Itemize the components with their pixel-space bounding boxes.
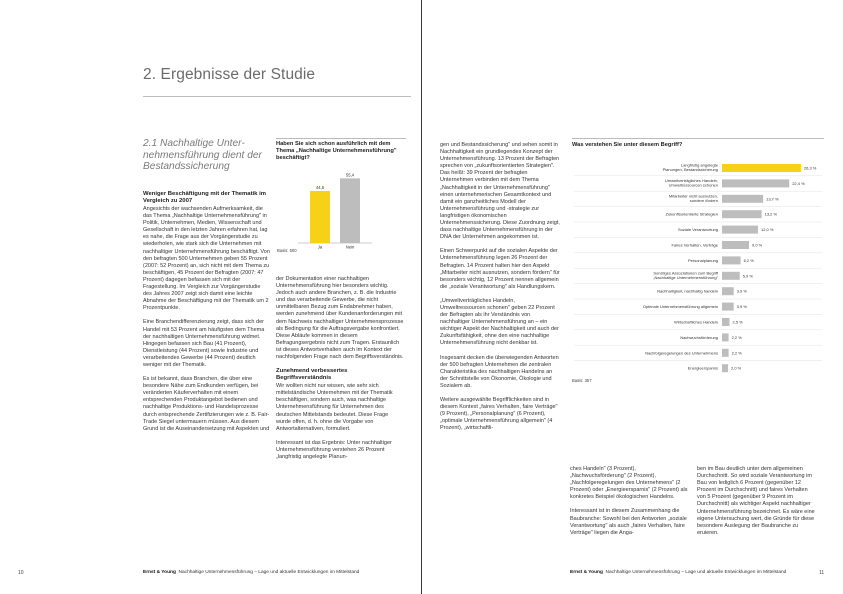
horizontal-bar-chart: [570, 158, 826, 376]
text-column-5: [697, 466, 817, 544]
chart-bar: [722, 333, 729, 341]
chart-bar: [722, 287, 734, 295]
chart-bar: [722, 256, 741, 264]
category-label: Nachwuchsförderung: [680, 334, 718, 340]
column-heading: Weniger Beschäftigung mit der Thematik im Vergleich zu 2007: [143, 191, 266, 204]
paragraph: gen und Bestandssicherung" und sehen somit in Nachhaltigkeit ein grundlegendes Konzept der Unternehmensführung. 13 Prozent der Befragten sprechen von „zukunftsorientierten Strategien". Das heißt: 39 Prozent der befragten Unternehmen verbinden mit dem Thema „Nachhaltigkeit in der Unternehmensführung" einen unternehmerischen Gesamtkontext und damit ein ganzheitliches Modell der Unternehmensführung und -strategie zur langfristigen ökonomischen Unternehmenssicherung. Diese Zuordnung zeigt, dass nachhaltige Unternehmensführung in der DNA der Unternehmen angekommen ist.: [440, 142, 560, 241]
text-column-3: [440, 142, 560, 439]
big-chart-basis: Basis: 357: [572, 378, 592, 383]
data-label: 2,2 %: [731, 334, 742, 340]
paragraph: Angesichts der wachsenden Aufmerksamkeit, die das Thema „Nachhaltige Unternehmensführung" in Politik, Unternehmen, Medien, Wissenschaft und Gesellschaft in den letzten Jahren erfahren hat, lag es nahe, die Frage aus der Vorgängerstudie zu wiederholen, wie stark sich die Unternehmen mit nachhaltiger Unternehmensführung beschäftigt. Von den befragten 500 Unternehmen geben 55 Prozent (2007: 52 Prozent) an, sich nicht mit dem Thema zu beschäftigen, 45 Prozent der Befragten (2007: 47 Prozent) dagegen befassen sich mit der Fragestellung. Im Vergleich zur Vorgängerstudie des Jahres 2007 zeigt sich damit eine leichte Abnahme der Beschäftigung mit der Thematik um 2 Prozentpunkte.: [143, 206, 270, 312]
footer-brand: Ernst & Young: [570, 570, 603, 575]
data-label: 22,4 %: [792, 180, 805, 186]
footer-caption: Nachhaltige Unternehmensführung – Lage und aktuelle Entwicklungen im Mittelstand: [605, 570, 787, 575]
paragraph: Eine Branchendifferenzierung zeigt, dass sich der Handel mit 53 Prozent am häufigsten dem Thema der nachhaltigen Unternehmensführung widmet. Hingegen befassen sich Bau (41 Prozent), Dienstleistung (44 Prozent) sowie Industrie und verarbeitendes Gewerbe (44 Prozent) deutlich weniger mit der Thematik.: [143, 319, 265, 368]
text-column-1: [143, 191, 270, 440]
paragraph: Insgesamt decken die überwiegenden Antworten der 500 befragten Unternehmen die zentralen Charakteristika des nachhaltigen Handelns an der Schnittstelle von Ökonomie, Ökologie und Sozialem ab.: [440, 354, 559, 389]
chart-bar: [722, 226, 758, 234]
category-label: Wirtschaftliches Handeln: [673, 319, 718, 325]
chart-bar: [722, 349, 729, 357]
data-label: 13,7 %: [766, 196, 779, 202]
small-chart-basis: Basis: 500: [277, 248, 297, 253]
footer-right: [570, 570, 786, 575]
chart-bar: [722, 195, 763, 203]
data-label: 9,0 %: [752, 242, 763, 248]
data-label: 13,2 %: [764, 211, 778, 217]
chart-bar: [722, 272, 740, 280]
data-label: 44,6: [315, 184, 325, 190]
right-page: [422, 0, 843, 594]
category-label: Faires Verhalten, Verträge: [671, 242, 718, 248]
category-label: Energieersparnis: [687, 365, 718, 371]
data-label: 2,5 %: [732, 319, 743, 325]
category-label: Sonstiges Assoziationen zum Begriff „Nachhaltige Unternehmensführung": [653, 270, 718, 280]
chart-bar: [722, 164, 801, 172]
category-label: Soziale Verantwortung: [677, 227, 718, 233]
paragraph: Interessant ist in diesem Zusammenhang die Baubranche: Sowohl bei den Antworten „soziale Verantwortung" als auch „faires Verhalten, faire Verträge" liegen die Anga-: [570, 508, 687, 536]
category-label: Zukunftsorientierte Strategien: [665, 211, 718, 217]
page-number-right: 11: [819, 570, 825, 576]
big-chart-title: Was verstehen Sie unter diesem Begriff?: [572, 142, 683, 148]
chart-bar: [722, 364, 728, 372]
chapter-title: 2. Ergebnisse der Studie: [143, 66, 316, 83]
data-label: 2,0 %: [731, 365, 742, 371]
paragraph: ches Handeln" (3 Prozent), „Nachwuchsförderung" (2 Prozent), „Nachfolgeregelungen des Unternehmens" (2 Prozent) oder „Energieersparnis" (2 Prozent) als konkretes Beispiel ökologischen Handelns.: [570, 466, 688, 501]
data-label: 3,9 %: [736, 304, 747, 310]
category-label: Personalplanung: [687, 257, 718, 263]
category-label: Optimale Unternehmensführung allgemein: [642, 304, 718, 310]
paragraph: „Umweltverträgliches Handeln, Umweltressourcen schonen" geben 22 Prozent der Befragten als ihr Verständnis von nachhaltiger Unternehmensführung an – ein wichtiger Aspekt der Nachhaltigkeit und auch der Zukunftsfähigkeit, ohne den eine nachhaltige Unternehmensführung nicht denkbar ist.: [440, 297, 559, 347]
chart-bar: [722, 303, 734, 311]
small-bar-chart: [276, 168, 406, 258]
paragraph: Wir wollten nicht nur wissen, wie sehr sich mittelständische Unternehmen mit der Thematik beschäftigen, sondern auch, was nachhaltige Unternehmensführung für Unternehmen des deutschen Mittelstands bedeutet. Diese Frage wurde offen, d. h. ohne die Vorgabe von Antwortalternativen, formuliert.: [276, 383, 393, 432]
chapter-rule: [143, 96, 411, 97]
chart-bar: [340, 178, 360, 243]
category-label: Langfristig angelegte Planungen, Bestandssicherung: [662, 162, 718, 173]
chart-rule: [572, 138, 824, 139]
data-label: 26,3 %: [803, 165, 817, 171]
footer-left: [143, 570, 359, 575]
chart-bar: [722, 179, 789, 187]
category-label: Mitarbeiter nicht ausnutzen, sondern fördern: [668, 193, 718, 203]
data-label: 6,2 %: [743, 257, 754, 263]
category-label: Nein: [345, 244, 355, 250]
chart-bar: [722, 241, 749, 249]
chart-bar: [722, 210, 762, 218]
paragraph: der Dokumentation einer nachhaltigen Unternehmensführung hier besonders wichtig. Jedoch auch andere Branchen, z. B. die Industrie und das verarbeitende Gewerbe, die nicht unmittelbaren Bezug zum Endabnehmer haben, werden zunehmend über Kundenanforderungen mit dem Nachweis nachhaltiger Unternehmensprozesse als Bedingung für die Auftragsvergabe konfrontiert. Diese Abläufe kommen in diesem Befragungsergebnis nicht zum Tragen. Erstaunlich ist dieses Antwortverhalten auch im Kontext der nachfolgenden Frage nach dem Begriffsverständnis.: [276, 276, 404, 361]
page-number-left: 10: [18, 570, 24, 576]
left-page: [0, 0, 421, 594]
footer-caption: Nachhaltige Unternehmensführung – Lage und aktuelle Entwicklungen im Mittelstand: [178, 570, 360, 575]
data-label: 2,2 %: [731, 350, 742, 356]
category-label: Nachfolgeregelungen des Unternehmens: [645, 350, 718, 356]
paragraph: Interessant ist das Ergebnis: Unter nachhaltiger Unternehmensführung verstehen 26 Prozent „langfristig angelegte Planun-: [276, 439, 392, 460]
chart-bar: [310, 191, 330, 243]
text-column-4: [570, 466, 690, 544]
data-label: 55,4: [345, 172, 355, 178]
category-label: Umweltverträgliches Handeln, Umweltressourcen schonen: [664, 177, 718, 188]
small-chart-title: Haben Sie sich schon ausführlich mit dem Thema „Nachhaltige Unternehmensführung" beschäftigt?: [276, 141, 397, 161]
paragraph: Es ist bekannt, dass Branchen, die über eine besondere Nähe zum Endkunden verfügen, bei veränderten Käuferverhalten mit einem entsprechenden Produktangebot bedienen und nachhaltige Produktions- und Handelsprozesse durch entsprechende Zertifizierungen wie z. B. Fair-Trade Siegel untermauern müssen. Aus diesem Grund ist die Auseinandersetzung mit Aspekten und: [143, 376, 270, 432]
data-label: 5,9 %: [742, 273, 753, 279]
section-title: 2.1 Nachhaltige Unternehmensführung dient der Bestandssicherung: [143, 138, 262, 173]
chart-rule: [276, 138, 406, 139]
paragraph: Weitere ausgewählte Begrifflichkeiten sind in diesem Kontext „faires Verhalten, faire Verträge" (9 Prozent), „Personalplanung" (6 Prozent), „optimale Unternehmensführung allgemein" (4 Prozent), „wirtschaftli-: [440, 397, 558, 432]
data-label: 12,0 %: [761, 227, 774, 233]
chart-bar: [722, 318, 730, 326]
paragraph: ben im Bau deutlich unter dem allgemeinen Durchschnitt. So wird soziale Verantwortung im Bau von lediglich 6 Prozent (gegenüber 12 Prozent im Durchschnitt) und faires Verhalten von 5 Prozent (gegenüber 9 Prozent im Durchschnitt) als wichtiger Aspekt nachhaltiger Unternehmensführung bezeichnet. Es wäre eine eigene Untersuchung wert, die Gründe für diese besondere Auslegung der Baubranche zu eruieren.: [697, 466, 815, 536]
category-label: Ja: [317, 244, 323, 250]
data-label: 3,9 %: [736, 288, 747, 294]
column-heading: Zunehmend verbessertes Begriffsverständnis: [276, 368, 348, 382]
category-label: Nachhaltigkeit, nachhaltig handeln: [657, 288, 718, 294]
paragraph: Einen Schwerpunkt auf die sozialen Aspekte der Unternehmensführung legen 26 Prozent der Befragten. 14 Prozent halten hier den Aspekt „Mitarbeiter nicht ausnutzen, sondern fördern" für besonders wichtig, 12 Prozent nennen allgemein die „soziale Verantwortung" als Handlungskern.: [440, 248, 560, 290]
footer-brand: Ernst & Young: [143, 570, 176, 575]
text-column-2: [276, 276, 404, 468]
